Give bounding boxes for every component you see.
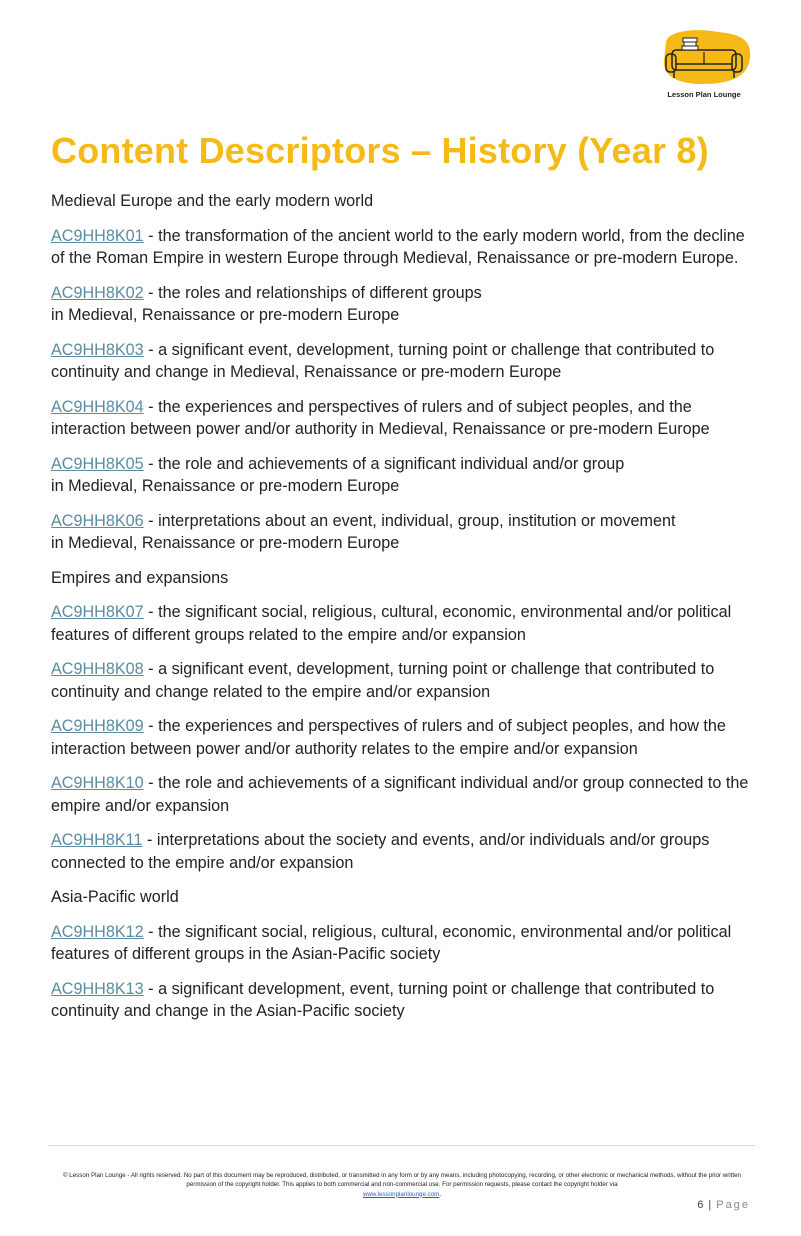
logo — [658, 28, 754, 104]
descriptor-code-link[interactable]: AC9HH8K06 — [51, 511, 144, 530]
descriptor-item: AC9HH8K05 - the role and achievements of a significant individual and/or group in Medieval, Renaissance or pre-modern Europe — [51, 454, 625, 495]
descriptor-item: AC9HH8K08 - a significant event, development, turning point or challenge that contributed to continuity and change related to the empire and/or expansion — [51, 660, 715, 701]
descriptor-code-link[interactable]: AC9HH8K12 — [51, 922, 144, 941]
footer-copyright: © Lesson Plan Lounge - All rights reserved. No part of this document may be reproduced, distributed, or transmitted in any form or by any means, including photocopying, recording, or other electronic or mechanical methods, without the prior written permission of the copyright holder. This applies to both commercial and non-commercial use. For permission requests, please contact the copyright holder via www.lessonplanlounge.com. — [63, 1172, 741, 1198]
descriptor-item: AC9HH8K11 - interpretations about the society and events, and/or individuals and/or groups connected to the empire and/or expansion — [51, 831, 710, 872]
descriptor-code-link[interactable]: AC9HH8K03 — [51, 340, 144, 359]
page-title: Content Descriptors – History (Year 8) — [51, 130, 709, 171]
footer-divider — [48, 1145, 755, 1146]
page-number: 6 | Page — [697, 1199, 750, 1211]
section-heading: Asia-Pacific world — [51, 888, 179, 906]
descriptor-code-link[interactable]: AC9HH8K11 — [51, 831, 143, 849]
descriptor-item: AC9HH8K06 - interpretations about an event, individual, group, institution or movement in Medieval, Renaissance or pre-modern Europe — [51, 511, 676, 552]
descriptor-code-link[interactable]: AC9HH8K10 — [51, 774, 144, 792]
descriptor-code-link[interactable]: AC9HH8K07 — [51, 603, 144, 621]
descriptor-code-link[interactable]: AC9HH8K02 — [51, 283, 144, 302]
descriptor-item: AC9HH8K09 - the experiences and perspectives of rulers and of subject peoples, and how the interaction between power and/or authority relates to the empire and/or expansion — [51, 717, 726, 758]
descriptor-item: AC9HH8K04 - the experiences and perspectives of rulers and of subject peoples, and the interaction between power and/or authority in Medieval, Renaissance or pre-modern Europe — [51, 397, 710, 438]
logo-text: Lesson Plan Lounge — [667, 90, 741, 99]
descriptor-item: AC9HH8K13 - a significant development, event, turning point or challenge that contributed to continuity and change in the Asian-Pacific society — [51, 979, 715, 1020]
descriptor-code-link[interactable]: AC9HH8K01 — [51, 226, 144, 245]
content-body — [51, 190, 761, 1035]
descriptor-item: AC9HH8K07 - the significant social, religious, cultural, economic, environmental and/or political features of different groups related to the empire and/or expansion — [51, 603, 732, 644]
footer-website-link[interactable]: www.lessonplanlounge.com — [362, 1190, 440, 1198]
descriptor-item: AC9HH8K03 - a significant event, development, turning point or challenge that contributed to continuity and change in Medieval, Renaissance or pre-modern Europe — [51, 340, 715, 381]
section-heading: Empires and expansions — [51, 568, 229, 587]
descriptor-item: AC9HH8K01 - the transformation of the ancient world to the early modern world, from the decline of the Roman Empire in western Europe through Medieval, Renaissance or pre-modern Europe. — [51, 226, 745, 267]
descriptor-item: AC9HH8K10 - the role and achievements of a significant individual and/or group connected to the empire and/or expansion — [51, 774, 749, 815]
descriptor-item: AC9HH8K12 - the significant social, religious, cultural, economic, environmental and/or political features of different groups in the Asian-Pacific society — [51, 922, 732, 963]
descriptor-code-link[interactable]: AC9HH8K04 — [51, 397, 144, 416]
descriptor-code-link[interactable]: AC9HH8K13 — [51, 979, 144, 998]
descriptor-item: AC9HH8K02 - the roles and relationships of different groups in Medieval, Renaissance or pre-modern Europe — [51, 283, 482, 324]
sofa-icon — [658, 28, 754, 88]
descriptor-code-link[interactable]: AC9HH8K09 — [51, 717, 144, 735]
descriptor-code-link[interactable]: AC9HH8K05 — [51, 454, 144, 473]
section-heading: Medieval Europe and the early modern world — [51, 192, 374, 210]
descriptor-code-link[interactable]: AC9HH8K08 — [51, 660, 144, 678]
